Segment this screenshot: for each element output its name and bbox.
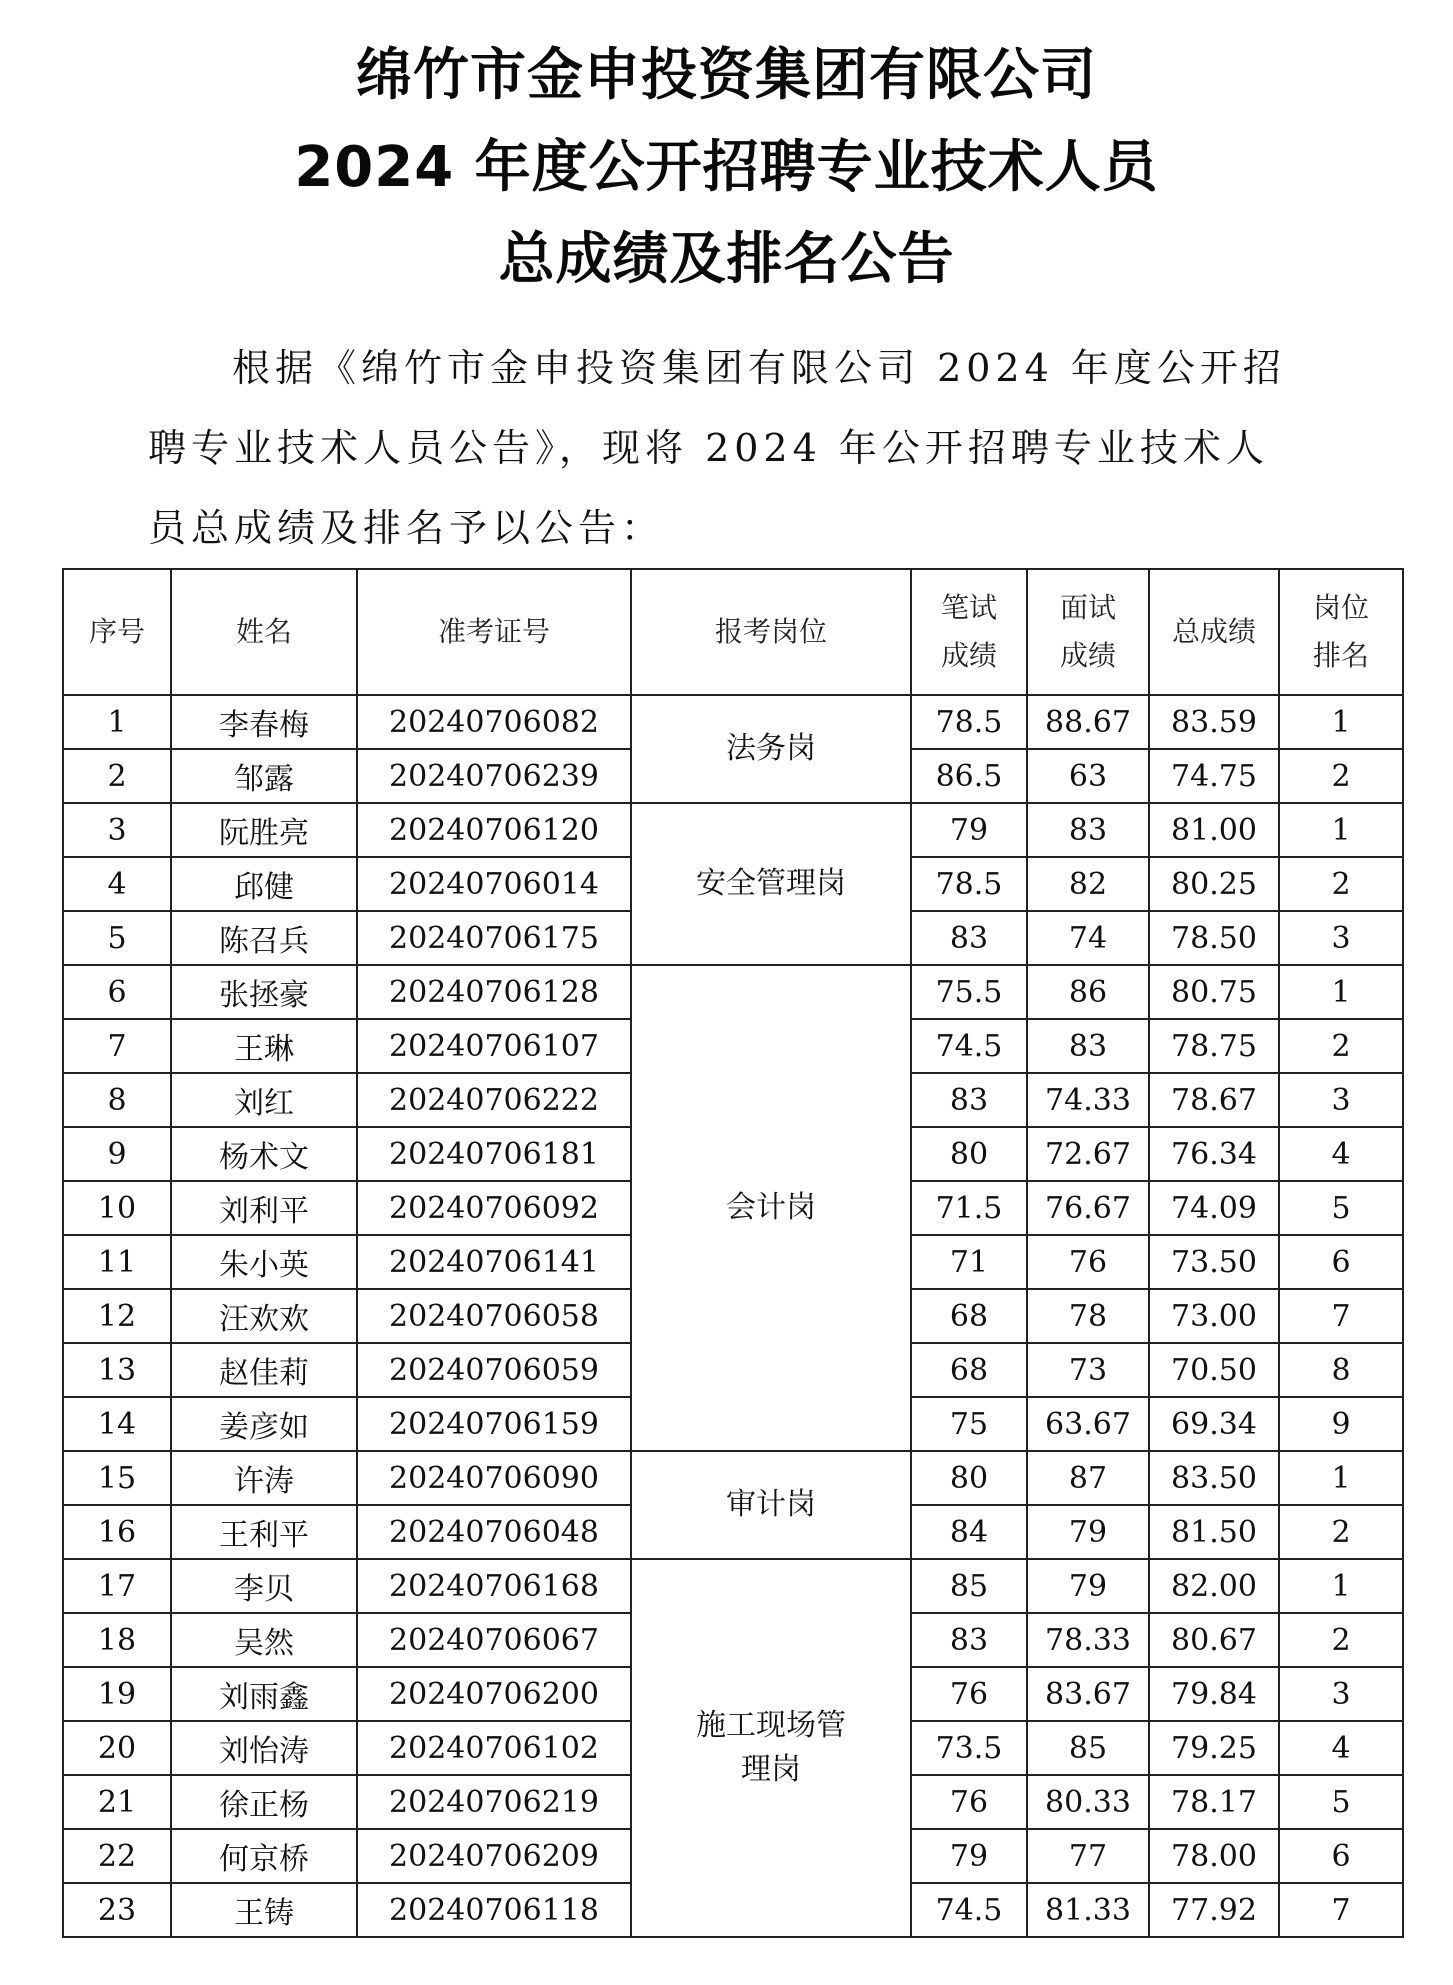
cell-seq: 7 (63, 1019, 171, 1073)
cell-ticket: 20240706128 (357, 965, 631, 1019)
cell-interview: 82 (1027, 857, 1149, 911)
cell-seq: 19 (63, 1667, 171, 1721)
cell-total: 73.50 (1149, 1235, 1279, 1289)
cell-interview: 79 (1027, 1559, 1149, 1613)
cell-ticket: 20240706141 (357, 1235, 631, 1289)
cell-ticket: 20240706209 (357, 1829, 631, 1883)
cell-total: 81.00 (1149, 803, 1279, 857)
cell-total: 79.84 (1149, 1667, 1279, 1721)
cell-ticket: 20240706090 (357, 1451, 631, 1505)
cell-written: 76 (911, 1667, 1027, 1721)
cell-interview: 73 (1027, 1343, 1149, 1397)
cell-interview: 83.67 (1027, 1667, 1149, 1721)
cell-ticket: 20240706159 (357, 1397, 631, 1451)
cell-rank: 2 (1279, 1505, 1403, 1559)
cell-position: 安全管理岗 (631, 803, 911, 965)
cell-total: 80.25 (1149, 857, 1279, 911)
cell-seq: 1 (63, 695, 171, 749)
table-row (63, 965, 1403, 1019)
cell-total: 83.59 (1149, 695, 1279, 749)
cell-rank: 3 (1279, 1667, 1403, 1721)
cell-seq: 11 (63, 1235, 171, 1289)
header-written: 笔试 成绩 (911, 569, 1027, 695)
cell-name: 刘利平 (171, 1181, 357, 1235)
header-rank: 岗位 排名 (1279, 569, 1403, 695)
cell-ticket: 20240706067 (357, 1613, 631, 1667)
cell-written: 78.5 (911, 695, 1027, 749)
cell-name: 朱小英 (171, 1235, 357, 1289)
cell-name: 刘雨鑫 (171, 1667, 357, 1721)
header-name: 姓名 (171, 569, 357, 695)
cell-ticket: 20240706219 (357, 1775, 631, 1829)
cell-seq: 9 (63, 1127, 171, 1181)
cell-written: 79 (911, 1829, 1027, 1883)
cell-ticket: 20240706200 (357, 1667, 631, 1721)
cell-written: 78.5 (911, 857, 1027, 911)
cell-rank: 3 (1279, 911, 1403, 965)
cell-seq: 21 (63, 1775, 171, 1829)
cell-seq: 13 (63, 1343, 171, 1397)
cell-ticket: 20240706175 (357, 911, 631, 965)
cell-total: 76.34 (1149, 1127, 1279, 1181)
cell-total: 77.92 (1149, 1883, 1279, 1937)
cell-seq: 10 (63, 1181, 171, 1235)
cell-interview: 80.33 (1027, 1775, 1149, 1829)
cell-total: 74.09 (1149, 1181, 1279, 1235)
cell-name: 王利平 (171, 1505, 357, 1559)
cell-total: 78.67 (1149, 1073, 1279, 1127)
cell-rank: 2 (1279, 857, 1403, 911)
document-title (0, 30, 1453, 306)
cell-rank: 1 (1279, 965, 1403, 1019)
cell-written: 71 (911, 1235, 1027, 1289)
cell-rank: 1 (1279, 695, 1403, 749)
cell-seq: 8 (63, 1073, 171, 1127)
cell-written: 80 (911, 1451, 1027, 1505)
cell-rank: 3 (1279, 1073, 1403, 1127)
cell-name: 徐正杨 (171, 1775, 357, 1829)
cell-interview: 81.33 (1027, 1883, 1149, 1937)
cell-ticket: 20240706014 (357, 857, 631, 911)
cell-name: 吴然 (171, 1613, 357, 1667)
cell-rank: 6 (1279, 1829, 1403, 1883)
cell-written: 75.5 (911, 965, 1027, 1019)
cell-total: 83.50 (1149, 1451, 1279, 1505)
cell-seq: 6 (63, 965, 171, 1019)
intro-paragraph (148, 328, 1308, 568)
cell-written: 76 (911, 1775, 1027, 1829)
cell-rank: 2 (1279, 749, 1403, 803)
cell-seq: 12 (63, 1289, 171, 1343)
cell-interview: 87 (1027, 1451, 1149, 1505)
cell-name: 何京桥 (171, 1829, 357, 1883)
cell-interview: 83 (1027, 1019, 1149, 1073)
cell-ticket: 20240706059 (357, 1343, 631, 1397)
cell-name: 邱健 (171, 857, 357, 911)
header-interview: 面试 成绩 (1027, 569, 1149, 695)
cell-rank: 7 (1279, 1883, 1403, 1937)
cell-written: 74.5 (911, 1019, 1027, 1073)
cell-seq: 2 (63, 749, 171, 803)
table-row (63, 1559, 1403, 1613)
cell-total: 70.50 (1149, 1343, 1279, 1397)
cell-total: 78.50 (1149, 911, 1279, 965)
cell-position: 会计岗 (631, 965, 911, 1451)
cell-seq: 16 (63, 1505, 171, 1559)
header-ticket: 准考证号 (357, 569, 631, 695)
cell-seq: 23 (63, 1883, 171, 1937)
cell-rank: 4 (1279, 1721, 1403, 1775)
cell-total: 80.67 (1149, 1613, 1279, 1667)
header-total: 总成绩 (1149, 569, 1279, 695)
cell-written: 74.5 (911, 1883, 1027, 1937)
cell-total: 82.00 (1149, 1559, 1279, 1613)
cell-name: 刘怡涛 (171, 1721, 357, 1775)
cell-ticket: 20240706048 (357, 1505, 631, 1559)
cell-seq: 15 (63, 1451, 171, 1505)
cell-name: 姜彦如 (171, 1397, 357, 1451)
cell-interview: 63.67 (1027, 1397, 1149, 1451)
cell-seq: 14 (63, 1397, 171, 1451)
cell-seq: 17 (63, 1559, 171, 1613)
cell-written: 73.5 (911, 1721, 1027, 1775)
title-line-company: 绵竹市金申投资集团有限公司 (356, 43, 1097, 108)
cell-position: 法务岗 (631, 695, 911, 803)
cell-position: 施工现场管理岗 (631, 1559, 911, 1937)
cell-ticket: 20240706168 (357, 1559, 631, 1613)
cell-ticket: 20240706120 (357, 803, 631, 857)
cell-written: 71.5 (911, 1181, 1027, 1235)
cell-name: 杨术文 (171, 1127, 357, 1181)
cell-written: 79 (911, 803, 1027, 857)
cell-name: 邹露 (171, 749, 357, 803)
cell-total: 78.17 (1149, 1775, 1279, 1829)
cell-rank: 1 (1279, 1451, 1403, 1505)
header-position: 报考岗位 (631, 569, 911, 695)
cell-interview: 74.33 (1027, 1073, 1149, 1127)
cell-interview: 86 (1027, 965, 1149, 1019)
cell-rank: 6 (1279, 1235, 1403, 1289)
cell-rank: 1 (1279, 803, 1403, 857)
cell-total: 81.50 (1149, 1505, 1279, 1559)
cell-name: 刘红 (171, 1073, 357, 1127)
cell-name: 李贝 (171, 1559, 357, 1613)
cell-rank: 8 (1279, 1343, 1403, 1397)
cell-total: 69.34 (1149, 1397, 1279, 1451)
cell-name: 李春梅 (171, 695, 357, 749)
cell-interview: 78.33 (1027, 1613, 1149, 1667)
cell-rank: 5 (1279, 1181, 1403, 1235)
cell-seq: 5 (63, 911, 171, 965)
cell-rank: 9 (1279, 1397, 1403, 1451)
cell-ticket: 20240706239 (357, 749, 631, 803)
title-line-announcement: 总成绩及排名公告 (498, 227, 955, 292)
table-row (63, 695, 1403, 749)
cell-written: 86.5 (911, 749, 1027, 803)
cell-interview: 85 (1027, 1721, 1149, 1775)
cell-rank: 4 (1279, 1127, 1403, 1181)
header-seq: 序号 (63, 569, 171, 695)
cell-ticket: 20240706222 (357, 1073, 631, 1127)
cell-name: 陈召兵 (171, 911, 357, 965)
cell-interview: 76 (1027, 1235, 1149, 1289)
cell-seq: 20 (63, 1721, 171, 1775)
cell-written: 83 (911, 1073, 1027, 1127)
cell-interview: 78 (1027, 1289, 1149, 1343)
cell-seq: 3 (63, 803, 171, 857)
title-line-recruitment: 2024 年度公开招聘专业技术人员 (294, 135, 1159, 200)
cell-written: 84 (911, 1505, 1027, 1559)
cell-interview: 63 (1027, 749, 1149, 803)
cell-ticket: 20240706107 (357, 1019, 631, 1073)
cell-ticket: 20240706118 (357, 1883, 631, 1937)
cell-interview: 74 (1027, 911, 1149, 965)
cell-interview: 79 (1027, 1505, 1149, 1559)
cell-written: 83 (911, 911, 1027, 965)
cell-written: 75 (911, 1397, 1027, 1451)
cell-written: 83 (911, 1613, 1027, 1667)
cell-ticket: 20240706082 (357, 695, 631, 749)
cell-seq: 22 (63, 1829, 171, 1883)
cell-position: 审计岗 (631, 1451, 911, 1559)
cell-total: 80.75 (1149, 965, 1279, 1019)
cell-interview: 76.67 (1027, 1181, 1149, 1235)
cell-total: 78.00 (1149, 1829, 1279, 1883)
cell-rank: 2 (1279, 1019, 1403, 1073)
cell-seq: 4 (63, 857, 171, 911)
cell-total: 78.75 (1149, 1019, 1279, 1073)
score-table-body (63, 695, 1403, 1937)
cell-interview: 72.67 (1027, 1127, 1149, 1181)
intro-text: 根据《绵竹市金申投资集团有限公司 2024 年度公开招聘专业技术人员公告》，现将 2024 年公开招聘专业技术人员总成绩及排名予以公告： (148, 346, 1286, 550)
cell-total: 74.75 (1149, 749, 1279, 803)
cell-rank: 7 (1279, 1289, 1403, 1343)
cell-written: 85 (911, 1559, 1027, 1613)
cell-name: 阮胜亮 (171, 803, 357, 857)
cell-rank: 1 (1279, 1559, 1403, 1613)
cell-interview: 77 (1027, 1829, 1149, 1883)
cell-written: 80 (911, 1127, 1027, 1181)
cell-rank: 5 (1279, 1775, 1403, 1829)
cell-ticket: 20240706102 (357, 1721, 631, 1775)
table-header-row (63, 569, 1403, 695)
cell-rank: 2 (1279, 1613, 1403, 1667)
cell-name: 张拯豪 (171, 965, 357, 1019)
cell-interview: 88.67 (1027, 695, 1149, 749)
cell-name: 王铸 (171, 1883, 357, 1937)
table-row (63, 1451, 1403, 1505)
cell-name: 王琳 (171, 1019, 357, 1073)
cell-name: 汪欢欢 (171, 1289, 357, 1343)
cell-total: 79.25 (1149, 1721, 1279, 1775)
cell-ticket: 20240706181 (357, 1127, 631, 1181)
score-table (62, 568, 1404, 1938)
cell-name: 赵佳莉 (171, 1343, 357, 1397)
cell-ticket: 20240706058 (357, 1289, 631, 1343)
cell-written: 68 (911, 1289, 1027, 1343)
cell-total: 73.00 (1149, 1289, 1279, 1343)
cell-ticket: 20240706092 (357, 1181, 631, 1235)
cell-interview: 83 (1027, 803, 1149, 857)
table-row (63, 803, 1403, 857)
cell-name: 许涛 (171, 1451, 357, 1505)
cell-written: 68 (911, 1343, 1027, 1397)
cell-seq: 18 (63, 1613, 171, 1667)
